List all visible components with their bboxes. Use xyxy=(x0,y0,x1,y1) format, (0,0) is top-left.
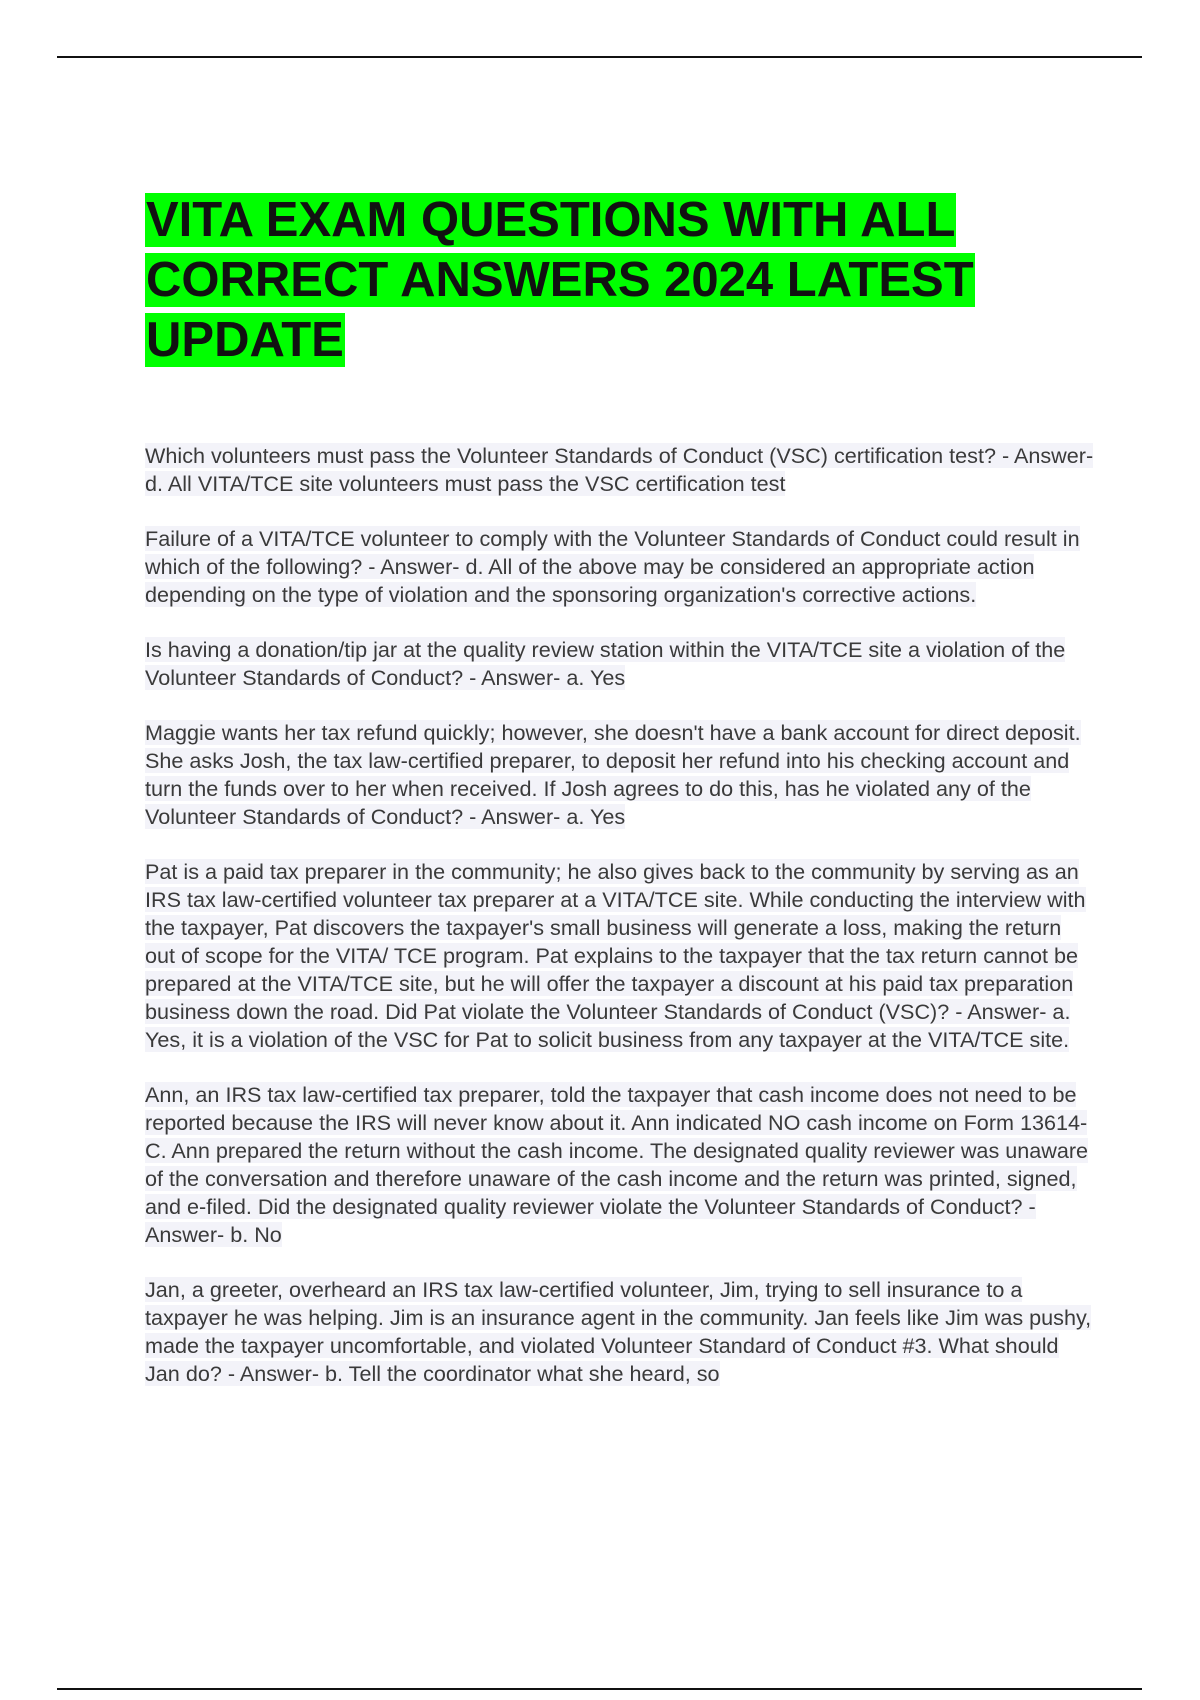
title-block xyxy=(145,190,1045,370)
qa-item-text: Failure of a VITA/TCE volunteer to comply with the Volunteer Standards of Conduct could result in which of the following? - Answer- d. All of the above may be considered an appropriate action depending on the type of violation and the sponsoring organization's corrective actions. xyxy=(145,526,1080,607)
qa-item-text: Is having a donation/tip jar at the quality review station within the VITA/TCE site a violation of the Volunteer Standards of Conduct? - Answer- a. Yes xyxy=(145,637,1066,690)
qa-item xyxy=(145,1276,1095,1388)
qa-item-text: Pat is a paid tax preparer in the community; he also gives back to the community by serving as an IRS tax law-certified volunteer tax preparer at a VITA/TCE site. While conducting the interview with the taxpayer, Pat discovers the taxpayer's small business will generate a loss, making the return out of scope for the VITA/ TCE program. Pat explains to the taxpayer that the tax return cannot be prepared at the VITA/TCE site, but he will offer the taxpayer a discount at his paid tax preparation business down the road. Did Pat violate the Volunteer Standards of Conduct (VSC)? - Answer- a. Yes, it is a violation of the VSC for Pat to solicit business from any taxpayer at the VITA/TCE site. xyxy=(145,859,1086,1052)
qa-item-text: Which volunteers must pass the Volunteer Standards of Conduct (VSC) certification test? - Answer- d. All VITA/TCE site volunteers must pass the VSC certification test xyxy=(145,443,1094,496)
qa-item xyxy=(145,442,1095,498)
qa-item xyxy=(145,858,1095,1054)
document-title xyxy=(145,190,1045,370)
qa-item-text: Ann, an IRS tax law-certified tax preparer, told the taxpayer that cash income does not need to be reported because the IRS will never know about it. Ann indicated NO cash income on Form 13614-C. Ann prepared the return without the cash income. The designated quality reviewer was unaware of the conversation and therefore unaware of the cash income and the return was printed, signed, and e-filed. Did the designated quality reviewer violate the Volunteer Standards of Conduct? - Answer- b. No xyxy=(145,1082,1089,1247)
qa-item-text: Maggie wants her tax refund quickly; however, she doesn't have a bank account for direct deposit. She asks Josh, the tax law-certified preparer, to deposit her refund into his checking account and turn the funds over to her when received. If Josh agrees to do this, has he violated any of the Volunteer Standards of Conduct? - Answer- a. Yes xyxy=(145,720,1081,829)
header-rule xyxy=(57,56,1142,58)
qa-item xyxy=(145,1081,1095,1249)
qa-list xyxy=(145,442,1095,1415)
qa-item xyxy=(145,636,1095,692)
qa-item-text: Jan, a greeter, overheard an IRS tax law-certified volunteer, Jim, trying to sell insurance to a taxpayer he was helping. Jim is an insurance agent in the community. Jan feels like Jim was pushy, made the taxpayer uncomfortable, and violated Volunteer Standard of Conduct #3. What should Jan do? - Answer- b. Tell the coordinator what she heard, so xyxy=(145,1277,1092,1386)
qa-item xyxy=(145,719,1095,831)
document-title-text: VITA EXAM QUESTIONS WITH ALL CORRECT ANSWERS 2024 LATEST UPDATE xyxy=(146,193,974,367)
qa-item xyxy=(145,525,1095,609)
footer-rule xyxy=(57,1688,1142,1690)
